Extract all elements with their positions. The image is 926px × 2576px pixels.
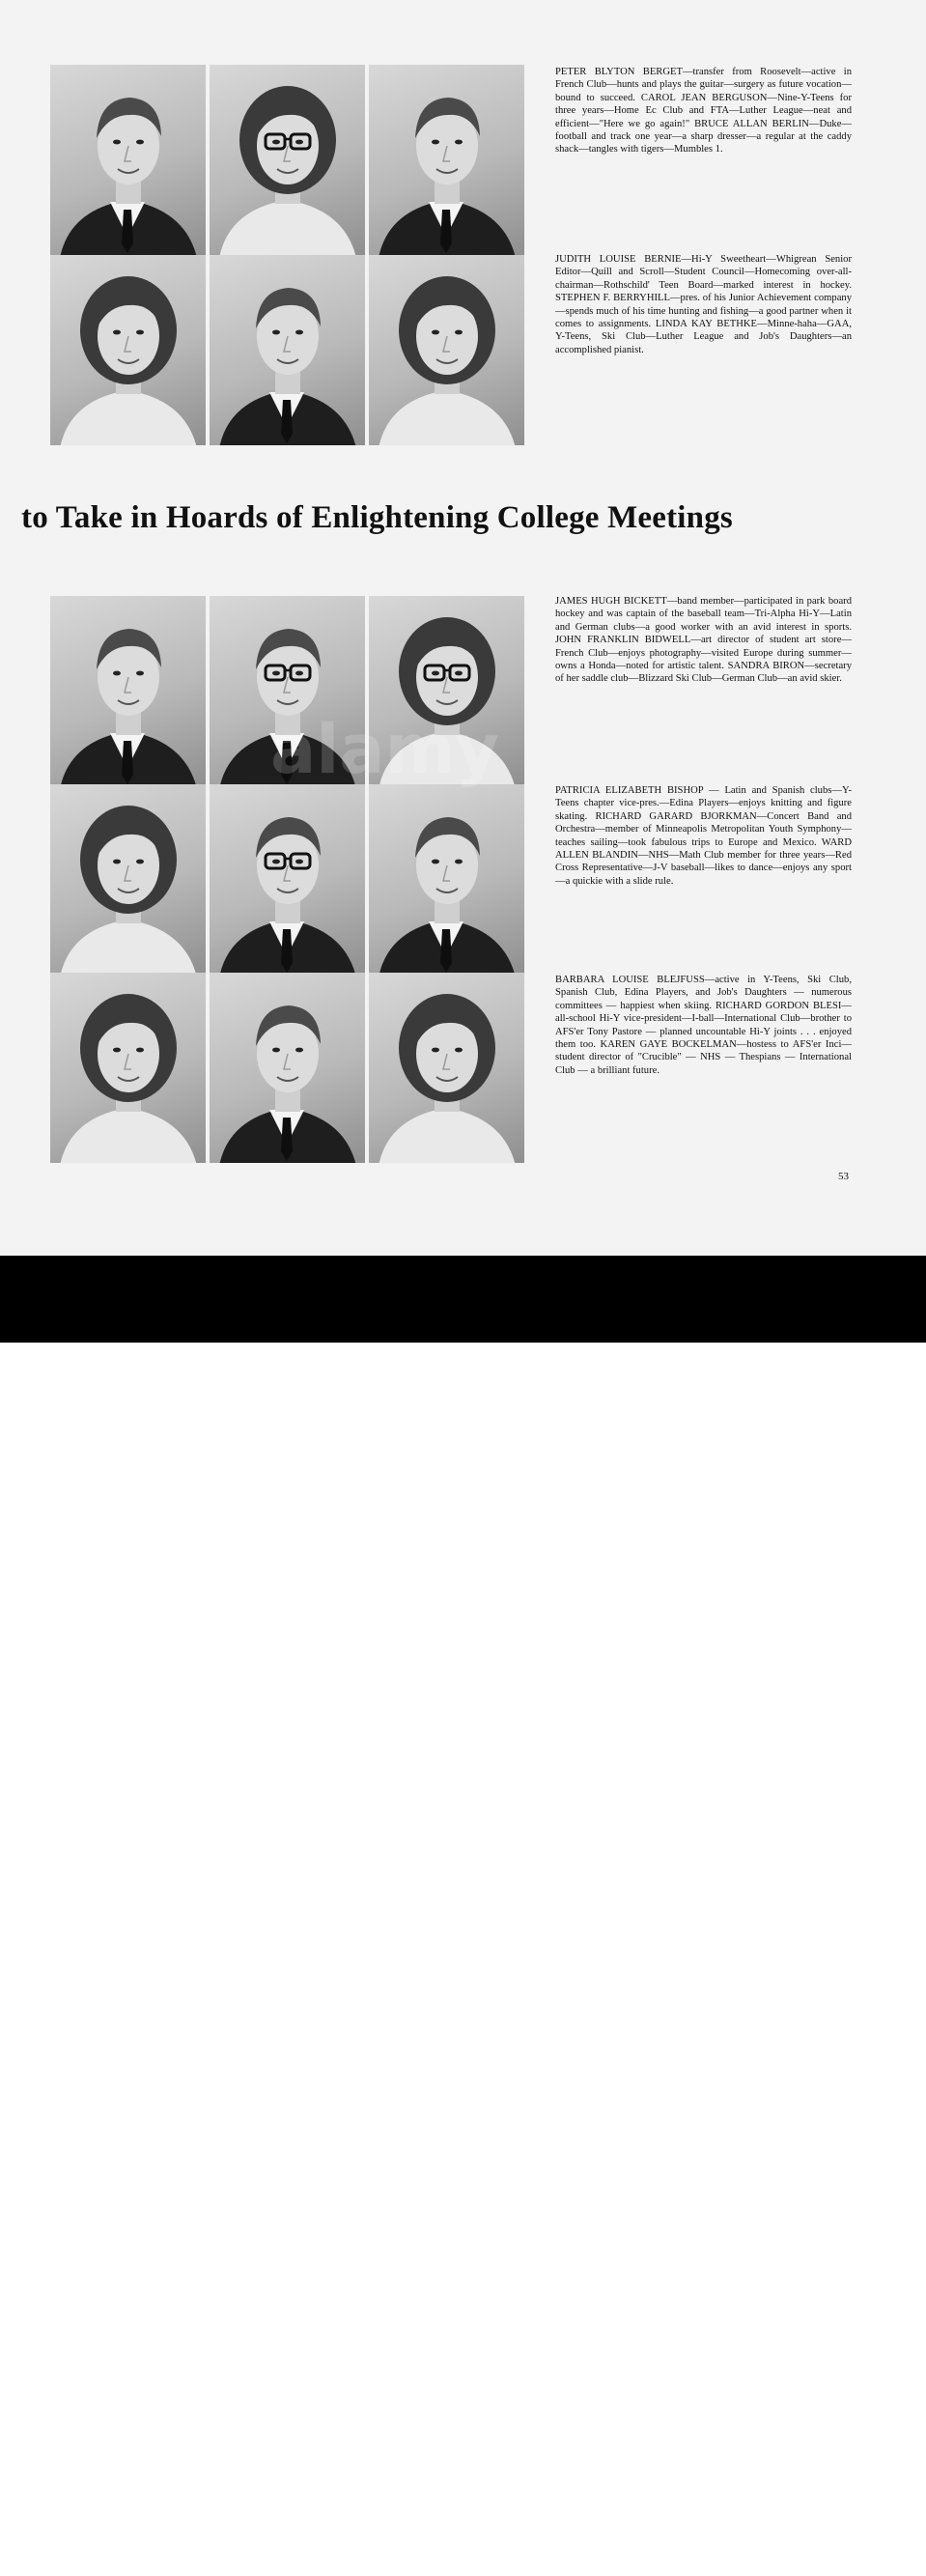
portrait-illustration xyxy=(369,596,524,786)
portrait-illustration xyxy=(210,596,365,786)
student-portrait xyxy=(50,65,206,255)
student-portrait xyxy=(369,596,524,786)
portrait-illustration xyxy=(369,65,524,255)
student-portrait xyxy=(210,596,365,786)
bio-block-2: JUDITH LOUISE BERNIE—Hi-Y Sweetheart—Whigrean Senior Editor—Quill and Scroll—Student Council—Homecoming over-all-chairman—Rothschild' Teen Board—marked interest in hockey. STEPHEN F. BERRYHILL—pres. of his Junior Achievement company—spends much of his time hunting and fishing—a good partner when it comes to assignments. LINDA KAY BETHKE—Minne-haha—GAA, Y-Teens, Ski Club—Luther League and Job's Daughters—an accomplished pianist. xyxy=(555,254,852,355)
student-portrait xyxy=(210,65,365,255)
student-portrait xyxy=(369,784,524,975)
portrait-illustration xyxy=(369,255,524,445)
portrait-illustration xyxy=(369,784,524,975)
portrait-illustration xyxy=(210,973,365,1163)
student-portrait xyxy=(210,784,365,975)
portrait-illustration xyxy=(50,973,206,1163)
student-portrait xyxy=(210,255,365,445)
bio-block-5: BARBARA LOUISE BLEJFUSS—active in Y-Teens, Ski Club, Spanish Club, Edina Players, and Job's Daughters — numerous committees — happiest when skiing. RICHARD GORDON BLESI—all-school Hi-Y vice-president—I-ball—International Club—brother to AFS'er Tony Pastore — planned uncountable Hi-Y joints . . . enjoyed them too. KAREN GAYE BOCKELMAN—hostess to AFS'er Inci—student director of "Crucible" — NHS — Thespians — International Club — a brilliant future. xyxy=(555,975,852,1076)
bio-block-1: PETER BLYTON BERGET—transfer from Roosevelt—active in French Club—hunts and plays the guitar—surgery as future vocation—bound to succeed. CAROL JEAN BERGUSON—Nine-Y-Teens for three years—Home Ec Club and FTA—Luther League—neat and efficient—"Here we go again!" BRUCE ALLAN BERLIN—Duke—football and track one year—a sharp dresser—a regular at the caddy shack—tangles with tigers—Mumbles 1. xyxy=(555,67,852,156)
student-portrait xyxy=(369,973,524,1163)
student-portrait xyxy=(50,784,206,975)
student-portrait xyxy=(369,255,524,445)
bio-block-3: JAMES HUGH BICKETT—band member—participated in park board hockey and was captain of the baseball team—Tri-Alpha Hi-Y—Latin and German clubs—a good worker with an avid interest in sports. JOHN FRANKLIN BIDWELL—art director of student art store—French Club—enjoys photography—visited Europe during summer—owns a Honda—noted for artistic talent. SANDRA BIRON—secretary of her saddle club—Blizzard Ski Club—German Club—an avid skier. xyxy=(555,596,852,685)
yearbook-page xyxy=(0,0,926,1256)
portrait-illustration xyxy=(50,596,206,786)
portrait-illustration xyxy=(210,65,365,255)
page-heading: to Take in Hoards of Enlightening College Meetings xyxy=(21,500,733,535)
student-portrait xyxy=(210,973,365,1163)
image-id: 2A6J78H xyxy=(838,2545,896,2561)
brand-logo[interactable]: alamy xyxy=(23,2524,169,2576)
portrait-illustration xyxy=(50,65,206,255)
bio-block-4: PATRICIA ELIZABETH BISHOP — Latin and Spanish clubs—Y-Teens chapter vice-pres.—Edina Players—enjoys knitting and figure skating. RICHARD GARARD BJORKMAN—Concert Band and Orchestra—member of Minneapolis Metropolitan Youth Symphony—teaches sailing—took fabulous trips to Europe and Mexico. WARD ALLEN BLANDIN—NHS—Math Club member for three years—Red Cross Representative—J-V baseball—likes to dance—enjoys any sport—a quickie with a slide rule. xyxy=(555,785,852,887)
portrait-illustration xyxy=(210,784,365,975)
student-portrait xyxy=(50,255,206,445)
page-number: 53 xyxy=(838,1171,849,1182)
footer-bar xyxy=(0,1256,926,2576)
student-portrait xyxy=(50,973,206,1163)
portrait-illustration xyxy=(369,973,524,1163)
student-portrait xyxy=(50,596,206,786)
portrait-illustration xyxy=(50,784,206,975)
portrait-illustration xyxy=(50,255,206,445)
student-portrait xyxy=(369,65,524,255)
portrait-illustration xyxy=(210,255,365,445)
